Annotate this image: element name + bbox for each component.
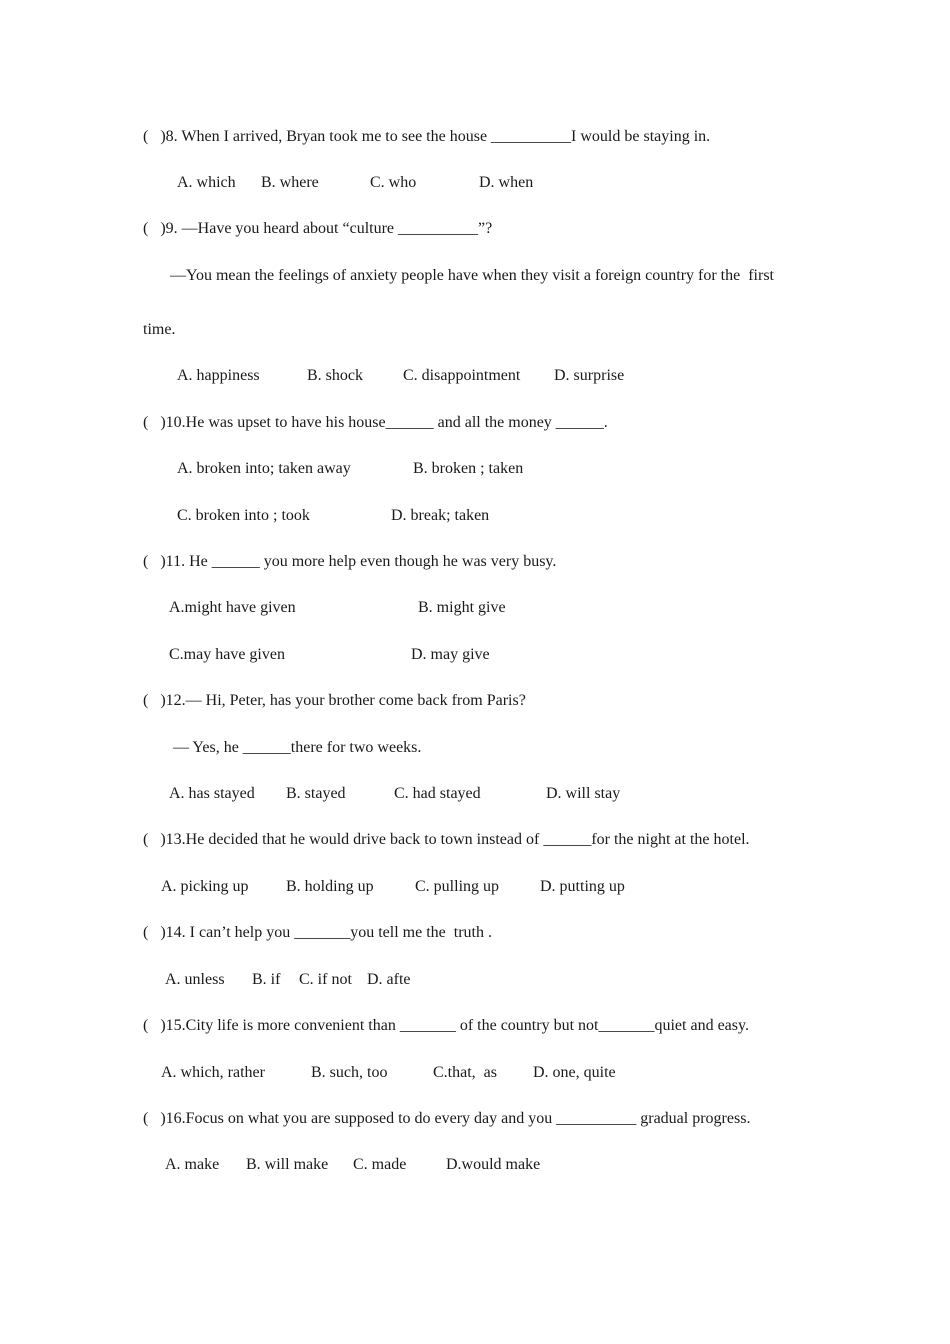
q14-option-b: B. if	[252, 971, 281, 988]
q8-option-a: A. which	[177, 174, 236, 191]
q12-dialog: — Yes, he ______there for two weeks.	[173, 739, 422, 756]
q14-option-a: A. unless	[165, 971, 225, 988]
question-13-stem: ( )13.He decided that he would drive back to town instead of ______for the night at the hotel.	[143, 831, 750, 848]
q11-option-b: B. might give	[418, 599, 506, 616]
q12-option-a: A. has stayed	[169, 785, 255, 802]
q9-option-b: B. shock	[307, 367, 363, 384]
question-16-stem: ( )16.Focus on what you are supposed to do every day and you __________ gradual progress.	[143, 1110, 751, 1127]
q10-option-c: C. broken into ; took	[177, 507, 310, 524]
q9-option-a: A. happiness	[177, 367, 260, 384]
q13-option-a: A. picking up	[161, 878, 249, 895]
q15-option-a: A. which, rather	[161, 1064, 265, 1081]
q14-option-c: C. if not	[299, 971, 352, 988]
q8-option-c: C. who	[370, 174, 417, 191]
question-11-stem: ( )11. He ______ you more help even though he was very busy.	[143, 553, 557, 570]
q12-option-c: C. had stayed	[394, 785, 481, 802]
q9-dialog-cont: time.	[143, 321, 176, 338]
q13-option-c: C. pulling up	[415, 878, 500, 895]
q12-option-b: B. stayed	[286, 785, 346, 802]
q11-option-a: A.might have given	[169, 599, 296, 616]
question-14-stem: ( )14. I can’t help you _______you tell me the truth .	[143, 924, 492, 941]
q15-option-d: D. one, quite	[533, 1064, 616, 1081]
q12-option-d: D. will stay	[546, 785, 621, 802]
q10-option-a: A. broken into; taken away	[177, 460, 351, 477]
q13-option-b: B. holding up	[286, 878, 374, 895]
q16-option-a: A. make	[165, 1156, 220, 1173]
question-15-stem: ( )15.City life is more convenient than _______ of the country but not_______quiet and easy.	[143, 1017, 749, 1034]
question-10-stem: ( )10.He was upset to have his house______ and all the money ______.	[143, 414, 608, 431]
q10-option-d: D. break; taken	[391, 507, 490, 524]
q8-option-d: D. when	[479, 174, 534, 191]
q9-dialog: —You mean the feelings of anxiety people have when they visit a foreign country for the first	[170, 267, 774, 284]
q8-option-b: B. where	[261, 174, 319, 191]
q16-option-c: C. made	[353, 1156, 407, 1173]
q11-option-c: C.may have given	[169, 646, 285, 663]
q16-option-b: B. will make	[246, 1156, 329, 1173]
question-12-stem: ( )12.— Hi, Peter, has your brother come back from Paris?	[143, 692, 526, 709]
question-9-stem: ( )9. —Have you heard about “culture __________”?	[143, 220, 493, 237]
q13-option-d: D. putting up	[540, 878, 625, 895]
question-8-stem: ( )8. When I arrived, Bryan took me to see the house __________I would be staying in.	[143, 128, 711, 145]
q15-option-b: B. such, too	[311, 1064, 388, 1081]
q9-option-d: D. surprise	[554, 367, 625, 384]
q11-option-d: D. may give	[411, 646, 490, 663]
q15-option-c: C.that, as	[433, 1064, 497, 1081]
q14-option-d: D. afte	[367, 971, 411, 988]
q16-option-d: D.would make	[446, 1156, 541, 1173]
q9-option-c: C. disappointment	[403, 367, 521, 384]
q10-option-b: B. broken ; taken	[413, 460, 524, 477]
